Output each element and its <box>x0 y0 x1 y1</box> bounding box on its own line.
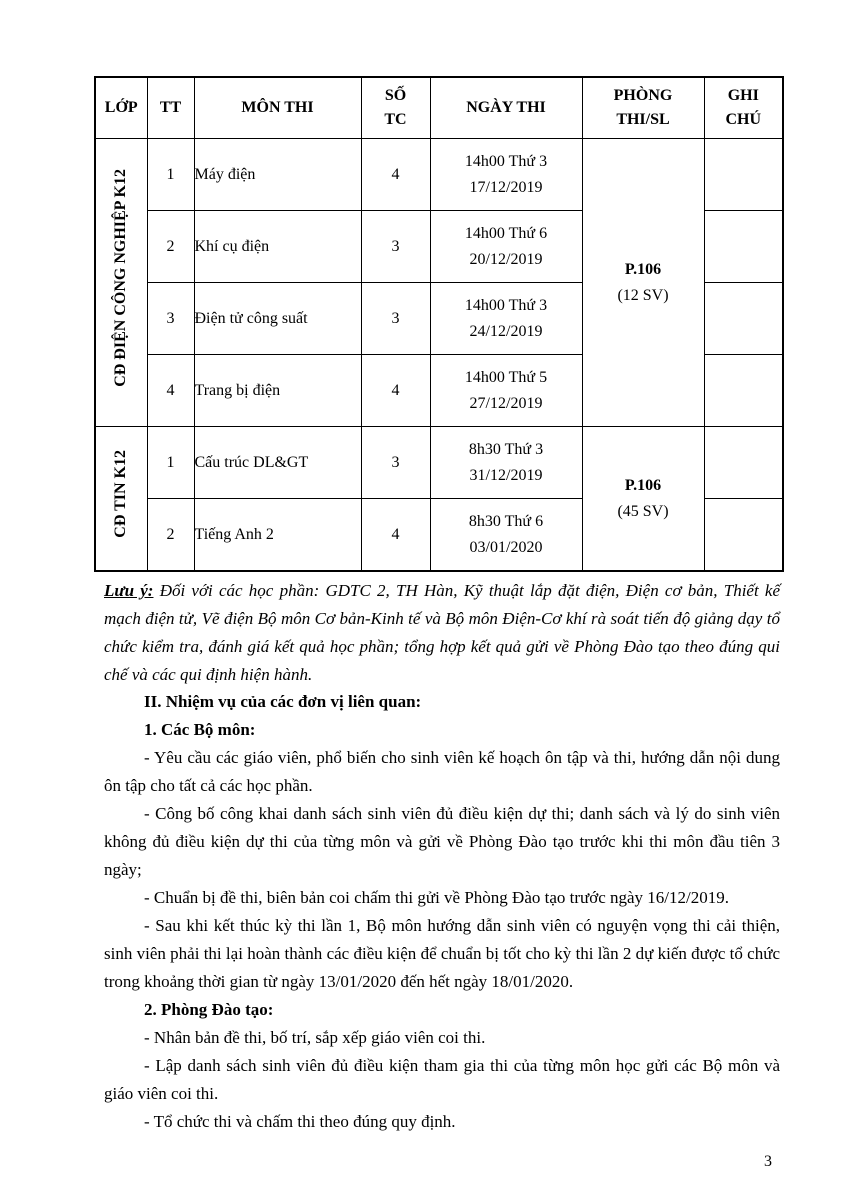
header-ghi-chu-line1: GHI <box>727 87 759 104</box>
subsection-heading-bo-mon: 1. Các Bộ môn: <box>144 720 256 739</box>
header-tt: TT <box>147 77 194 139</box>
cell-subject: Máy điện <box>194 139 361 211</box>
list-item: - Công bố công khai danh sách sinh viên đủ điều kiện dự thi; danh sách và lý do sinh viên không đủ điều kiện dự thi của từng môn và gửi về Phòng Đào tạo trước khi thi môn đầu tiên 3 ngày; <box>104 804 780 879</box>
cell-exam-date <box>430 283 582 355</box>
cell-note <box>704 355 783 427</box>
page-number: 3 <box>764 1153 772 1170</box>
cell-note <box>704 211 783 283</box>
cell-subject: Cấu trúc DL&GT <box>194 427 361 499</box>
room-count: (12 SV) <box>617 286 669 304</box>
cell-credits: 4 <box>361 499 430 572</box>
exam-time: 8h30 Thứ 3 <box>468 440 544 458</box>
list-item: - Yêu cầu các giáo viên, phổ biến cho sinh viên kế hoạch ôn tập và thi, hướng dẫn nội dung ôn tập cho tất cả các học phần. <box>104 748 780 795</box>
list-item: - Tổ chức thi và chấm thi theo đúng quy định. <box>144 1112 456 1131</box>
exam-time: 14h00 Thứ 3 <box>464 296 548 314</box>
exam-date: 20/12/2019 <box>469 250 543 268</box>
cell-tt: 1 <box>147 427 194 499</box>
cell-tt: 3 <box>147 283 194 355</box>
header-phong-line1: PHÒNG <box>613 87 673 104</box>
header-so-tc <box>361 77 430 139</box>
note-paragraph <box>104 577 780 689</box>
header-phong-thi <box>582 77 704 139</box>
table-row <box>95 139 783 211</box>
cell-exam-date <box>430 499 582 572</box>
header-so-tc-line2: TC <box>384 111 407 128</box>
header-so-tc-line1: SỐ <box>384 87 407 104</box>
cell-exam-date <box>430 355 582 427</box>
cell-subject: Tiếng Anh 2 <box>194 499 361 572</box>
section-heading: II. Nhiệm vụ của các đơn vị liên quan: <box>144 692 422 711</box>
exam-date: 27/12/2019 <box>469 394 543 412</box>
cell-tt: 4 <box>147 355 194 427</box>
exam-date: 31/12/2019 <box>469 466 543 484</box>
class-cell-tin <box>95 427 147 572</box>
list-item: - Chuẩn bị đề thi, biên bản coi chấm thi gửi về Phòng Đào tạo trước ngày 16/12/2019. <box>144 888 730 907</box>
list-item: - Lập danh sách sinh viên đủ điều kiện tham gia thi của từng môn học gửi các Bộ môn và giáo viên coi thi. <box>104 1056 780 1103</box>
list-item: - Nhân bản đề thi, bố trí, sắp xếp giáo viên coi thi. <box>144 1028 486 1047</box>
cell-room <box>582 427 704 572</box>
exam-schedule-table <box>94 76 784 572</box>
cell-credits: 3 <box>361 427 430 499</box>
room-name: P.106 <box>624 476 662 494</box>
section-2 <box>104 688 780 1136</box>
list-item: - Sau khi kết thúc kỳ thi lần 1, Bộ môn hướng dẫn sinh viên có nguyện vọng thi cải thiện, sinh viên phải thi lại hoàn thành các điều kiện để chuẩn bị tốt cho kỳ thi lần 2 dự kiến được tổ chức trong khoảng thời gian từ ngày 13/01/2020 đến hết ngày 18/01/2020. <box>104 916 780 991</box>
cell-subject: Điện tử công suất <box>194 283 361 355</box>
exam-time: 14h00 Thứ 5 <box>464 368 548 386</box>
note-label: Lưu ý: <box>104 581 154 600</box>
header-lop: LỚP <box>95 77 147 139</box>
cell-credits: 4 <box>361 355 430 427</box>
cell-tt: 2 <box>147 499 194 572</box>
class-name: CĐ TIN K12 <box>112 450 130 538</box>
header-ghi-chu <box>704 77 783 139</box>
cell-credits: 4 <box>361 139 430 211</box>
cell-credits: 3 <box>361 283 430 355</box>
cell-exam-date <box>430 427 582 499</box>
cell-credits: 3 <box>361 211 430 283</box>
room-count: (45 SV) <box>617 502 669 520</box>
cell-exam-date <box>430 211 582 283</box>
cell-note <box>704 139 783 211</box>
class-name: CĐ ĐIỆN CÔNG NGHIỆP K12 <box>112 169 130 387</box>
class-cell-dien-cong-nghiep <box>95 139 147 427</box>
note-text: Đối với các học phần: GDTC 2, TH Hàn, Kỹ thuật lắp đặt điện, Điện cơ bản, Thiết kế mạch điện tử, Vẽ điện Bộ môn Cơ bản-Kinh tế và Bộ môn Điện-Cơ khí rà soát tiến độ giảng dạy tổ chức kiểm tra, đánh giá kết quả học phần; tổng hợp kết quả gửi về Phòng Đào tạo theo đúng qui chế và các qui định hiện hành. <box>104 581 780 684</box>
cell-subject: Trang bị điện <box>194 355 361 427</box>
cell-tt: 1 <box>147 139 194 211</box>
cell-note <box>704 427 783 499</box>
cell-note <box>704 499 783 572</box>
cell-subject: Khí cụ điện <box>194 211 361 283</box>
table-header-row <box>95 77 783 139</box>
exam-date: 17/12/2019 <box>469 178 543 196</box>
exam-date: 03/01/2020 <box>469 538 543 556</box>
exam-time: 14h00 Thứ 3 <box>464 152 548 170</box>
exam-date: 24/12/2019 <box>469 322 543 340</box>
header-ngay-thi: NGÀY THI <box>430 77 582 139</box>
room-name: P.106 <box>624 260 662 278</box>
cell-note <box>704 283 783 355</box>
exam-time: 14h00 Thứ 6 <box>464 224 548 242</box>
table-row <box>95 427 783 499</box>
cell-tt: 2 <box>147 211 194 283</box>
cell-exam-date <box>430 139 582 211</box>
header-phong-line2: THI/SL <box>616 111 670 128</box>
exam-time: 8h30 Thứ 6 <box>468 512 544 530</box>
header-ghi-chu-line2: CHÚ <box>725 111 762 128</box>
cell-room <box>582 139 704 427</box>
subsection-heading-phong-dao-tao: 2. Phòng Đào tạo: <box>144 1000 274 1019</box>
header-mon-thi: MÔN THI <box>194 77 361 139</box>
